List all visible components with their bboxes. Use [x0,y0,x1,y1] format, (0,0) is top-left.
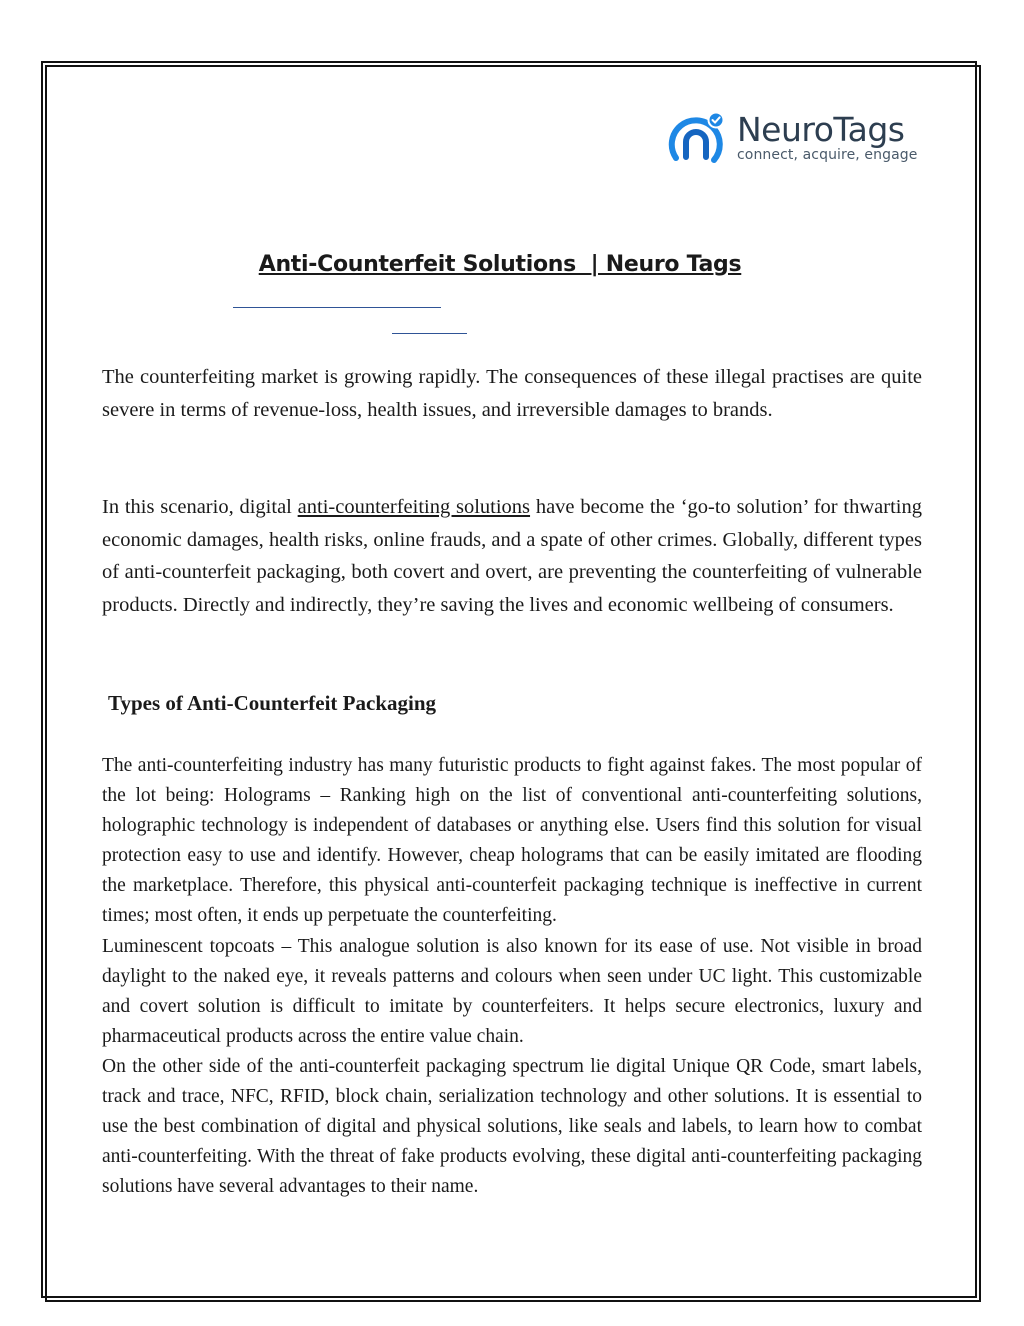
intro-block [102,361,922,426]
scenario-paragraph [102,491,922,621]
intro-paragraph: The counterfeiting market is growing rapidly. The consequences of these illegal practises are quite severe in terms of revenue-loss, health issues, and irreversible damages to brands. [102,366,922,421]
holograms-paragraph: The anti-counterfeiting industry has many futuristic products to fight against fakes. The most popular of the lot being: Holograms – Ranking high on the list of conventional anti-counterfeiting solutions, holographic technology is independent of databases or anything else. Users find this solution for visual protection easy to use and identify. However, cheap holograms that can be easily imitated are flooding the marketplace. Therefore, this physical anti-counterfeit packaging technique is ineffective in current times; most often, it ends up perpetuate the counterfeiting. [102,755,922,927]
types-block [102,751,922,1202]
neurotags-logo [667,110,929,180]
scenario-block [102,491,922,621]
section-heading: Types of Anti-Counterfeit Packaging [108,691,437,715]
logo-tagline: connect, acquire, engage [737,147,918,163]
digital-paragraph: On the other side of the anti-counterfeit packaging spectrum lie digital Unique QR Code, smart labels, track and trace, NFC, RFID, block chain, serialization technology and other solutions. It is essential to use the best combination of digital and physical solutions, like seals and labels, to learn how to combat anti-counterfeiting. With the threat of fake products evolving, these digital anti-counterfeiting packaging solutions have several advantages to their name. [102,1055,922,1198]
luminescent-paragraph: Luminescent topcoats – This analogue solution is also known for its ease of use. Not visible in broad daylight to the naked eye, it reveals patterns and colours when seen under UC light. This customizable and covert solution is difficult to imitate by counterfeiters. It helps secure electronics, luxury and pharmaceutical products across the entire value chain. [102,935,922,1047]
page-title: Anti-Counterfeit Solutions | Neuro Tags [258,252,742,277]
anti-counterfeiting-solutions-link[interactable]: anti-counterfeiting solutions [297,496,531,518]
underline-rule-2 [392,333,467,334]
underline-rule-1 [233,307,441,308]
logo-brand-name: NeuroTags [737,110,905,149]
section-heading-block [108,687,928,719]
scenario-text-after: have become the ‘go-to solution’ for thwarting economic damages, health risks, online frauds, and a spate of other crimes. Globally, different types of anti-counterfeit packaging, both covert and overt, are preventing the counterfeiting of vulnerable products. Directly and indirectly, they’re saving the lives and economic wellbeing of consumers. [102,496,922,616]
scenario-text-before: In this scenario, digital [102,496,298,518]
neurotags-logo-icon [667,110,727,172]
